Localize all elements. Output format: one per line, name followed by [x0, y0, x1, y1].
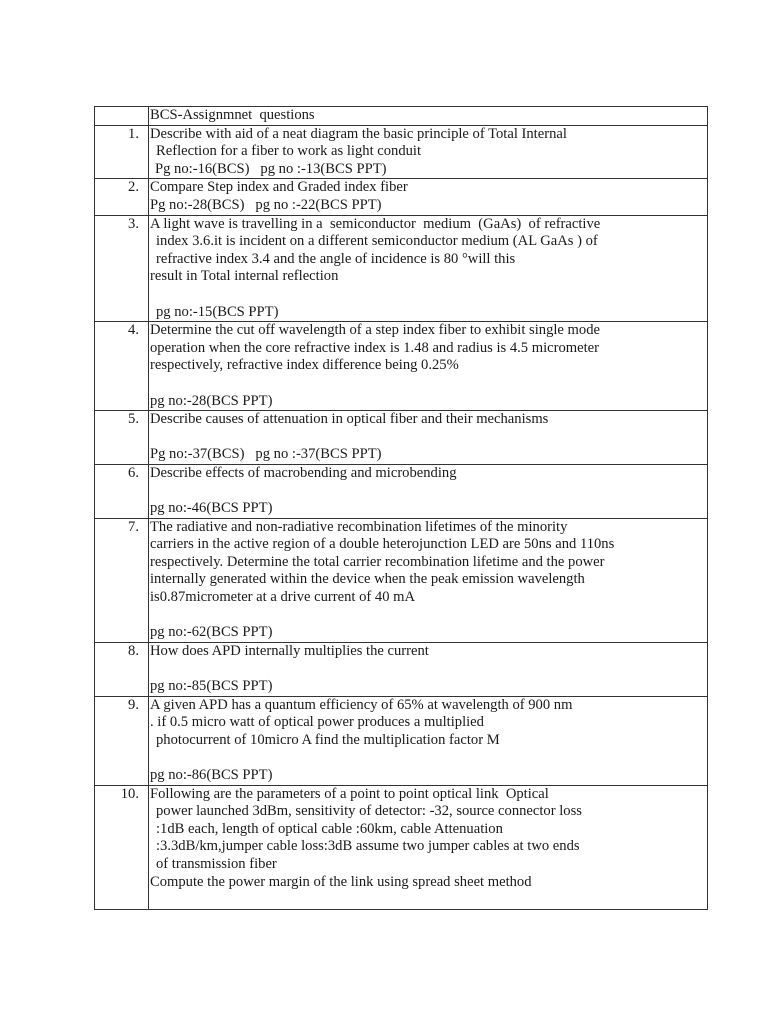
- question-line: pg no:-15(BCS PPT): [156, 303, 279, 320]
- question-line: respectively, refractive index difference being 0.25%: [150, 357, 459, 374]
- question-number: 3.: [95, 215, 149, 322]
- title-cell: [149, 107, 708, 126]
- question-row: [95, 464, 708, 518]
- question-line: [150, 660, 707, 678]
- question-line: respectively. Determine the total carrier recombination lifetime and the power: [150, 553, 605, 570]
- question-number: 7.: [95, 518, 149, 642]
- question-line: operation when the core refractive index is 1.48 and radius is 4.5 micrometer: [150, 339, 600, 356]
- question-row: [95, 642, 708, 696]
- question-number: 8.: [95, 642, 149, 696]
- question-line: Pg no:-16(BCS) pg no :-13(BCS PPT): [155, 160, 387, 177]
- question-row: [95, 125, 708, 179]
- question-row: [95, 322, 708, 411]
- question-row: [95, 696, 708, 785]
- question-row: [95, 411, 708, 465]
- question-text-cell: [149, 642, 708, 696]
- title-number-cell: [95, 107, 149, 126]
- question-line: refractive index 3.4 and the angle of incidence is 80 °will this: [156, 250, 516, 267]
- question-line: How does APD internally multiplies the current: [150, 642, 429, 659]
- assignment-table-body: [95, 107, 708, 910]
- question-line: Describe causes of attenuation in optical fiber and their mechanisms: [150, 411, 549, 428]
- question-row: [95, 179, 708, 215]
- question-line: Describe effects of macrobending and microbending: [150, 464, 457, 481]
- question-row: [95, 518, 708, 642]
- question-line: A given APD has a quantum efficiency of 65% at wavelength of 900 nm: [150, 696, 573, 713]
- question-text-cell: [149, 215, 708, 322]
- question-line: Determine the cut off wavelength of a step index fiber to exhibit single mode: [150, 322, 600, 339]
- question-text-cell: [149, 696, 708, 785]
- question-line: [150, 375, 707, 393]
- question-line: is0.87micrometer at a drive current of 40 mA: [150, 589, 416, 606]
- question-line: Compare Step index and Graded index fiber: [150, 179, 408, 196]
- question-text-cell: [149, 518, 708, 642]
- question-number: 2.: [95, 179, 149, 215]
- question-number: 1.: [95, 125, 149, 179]
- question-line: result in Total internal reflection: [150, 268, 339, 285]
- question-line: [150, 607, 707, 625]
- question-line: pg no:-86(BCS PPT): [150, 766, 273, 783]
- question-text-cell: [149, 411, 708, 465]
- question-number: 9.: [95, 696, 149, 785]
- question-line: The radiative and non-radiative recombination lifetimes of the minority: [150, 518, 568, 535]
- question-text-cell: [149, 464, 708, 518]
- question-text-cell: [149, 179, 708, 215]
- question-line: [150, 891, 707, 909]
- question-line: pg no:-46(BCS PPT): [150, 500, 273, 517]
- question-number: 4.: [95, 322, 149, 411]
- question-line: power launched 3dBm, sensitivity of detector: -32, source connector loss: [156, 803, 582, 820]
- question-line: [150, 749, 707, 767]
- page-title: BCS-Assignmnet questions: [150, 107, 315, 123]
- question-line: Compute the power margin of the link using spread sheet method: [150, 873, 532, 890]
- title-row: [95, 107, 708, 126]
- question-row: [95, 215, 708, 322]
- question-line: . if 0.5 micro watt of optical power produces a multiplied: [150, 714, 484, 731]
- question-text-cell: [149, 322, 708, 411]
- question-line: Describe with aid of a neat diagram the basic principle of Total Internal: [150, 125, 567, 142]
- question-line: carriers in the active region of a double heterojunction LED are 50ns and 110ns: [150, 536, 615, 553]
- question-line: index 3.6.it is incident on a different semiconductor medium (AL GaAs ) of: [156, 233, 598, 250]
- question-line: [150, 286, 707, 304]
- question-line: pg no:-28(BCS PPT): [150, 392, 273, 409]
- question-line: :1dB each, length of optical cable :60km, cable Attenuation: [156, 820, 503, 837]
- question-number: 5.: [95, 411, 149, 465]
- question-line: pg no:-62(BCS PPT): [150, 624, 273, 641]
- question-line: :3.3dB/km,jumper cable loss:3dB assume two jumper cables at two ends: [156, 838, 580, 855]
- question-line: A light wave is travelling in a semiconductor medium (GaAs) of refractive: [150, 215, 601, 232]
- question-text-cell: [149, 125, 708, 179]
- question-line: [150, 429, 707, 447]
- question-line: Pg no:-28(BCS) pg no :-22(BCS PPT): [150, 196, 382, 213]
- assignment-table: [94, 106, 708, 910]
- question-line: photocurrent of 10micro A find the multiplication factor M: [156, 731, 500, 748]
- question-line: pg no:-85(BCS PPT): [150, 678, 273, 694]
- question-line: of transmission fiber: [156, 855, 277, 872]
- question-number: 10.: [95, 785, 149, 909]
- question-row: [95, 785, 708, 909]
- question-line: Reflection for a fiber to work as light conduit: [156, 143, 422, 160]
- question-line: Pg no:-37(BCS) pg no :-37(BCS PPT): [150, 446, 382, 463]
- question-line: internally generated within the device when the peak emission wavelength: [150, 571, 585, 588]
- question-text-cell: [149, 785, 708, 909]
- question-line: [150, 482, 707, 500]
- question-number: 6.: [95, 464, 149, 518]
- question-line: Following are the parameters of a point to point optical link Optical: [150, 785, 549, 802]
